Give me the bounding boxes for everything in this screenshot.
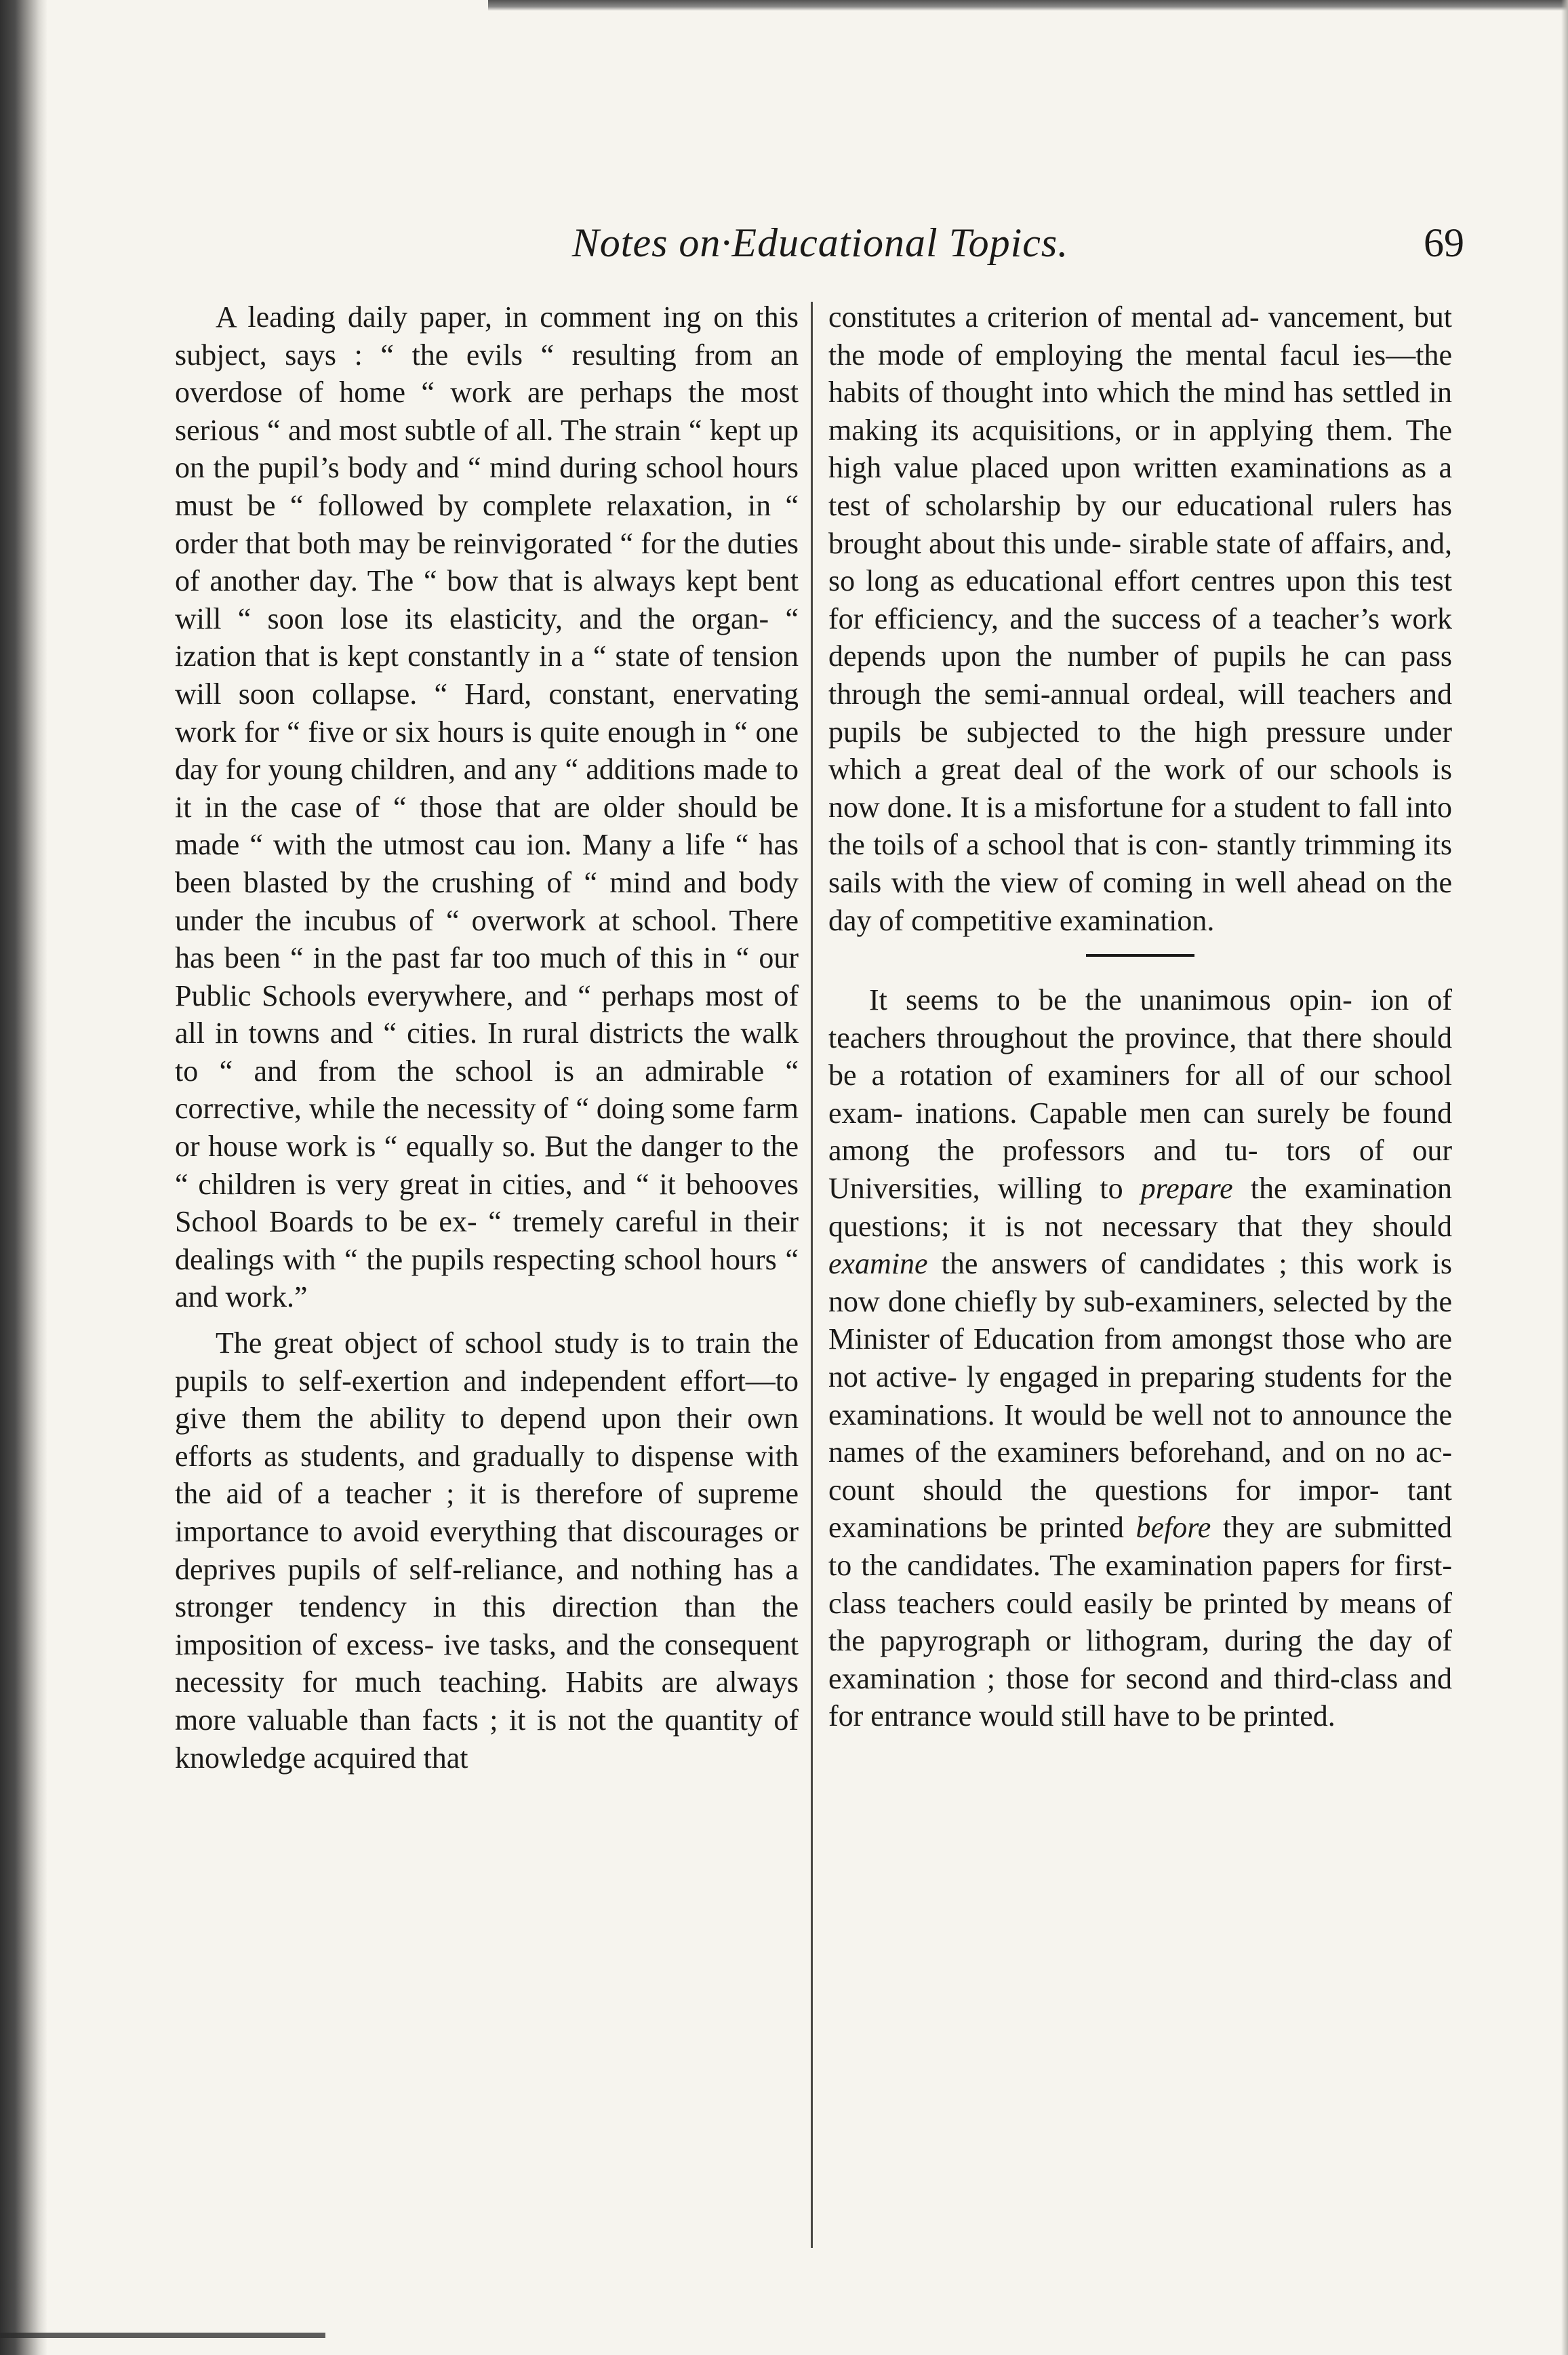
- scan-shadow-left: [0, 0, 47, 2355]
- emphasis-before: before: [1135, 1511, 1211, 1545]
- scan-shadow-right: [1561, 0, 1568, 2355]
- running-title: Notes on·Educational Topics.: [571, 220, 1069, 265]
- paragraph-newspaper-quote: A leading daily paper, in comment ing on this subject, says : “ the evils “ resulting from an overdose of home “ work are perhaps the most serious “ and most subtle of all. The strain “ kept up on the pupil’s body and “ mind during school hours must be “ followed by complete relaxation, in “ order that both may be reinvigorated “ for the duties of another day. The “ bow that is always kept bent will “ soon lose its elasticity, and the organ- “ ization that is kept constantly in a “ state of tension will soon collapse. “ Hard, constant, enervating work for “ five or six hours is quite enough in “ one day for young children, and any “ additions made to it in the case of “ those that are older should be made “ with the utmost cau ion. Many a life “ has been blasted by the crushing of “ mind and body under the incubus of “ overwork at school. There has been “ in the past far too much of this in “ our Public Schools everywhere, and “ perhaps most of all in towns and “ cities. In rural districts the walk to “ and from the school is an admirable “ corrective, while the necessity of “ doing some farm or house work is “ equally so. But the danger to the “ children is very great in cities, and “ it behooves School Boards to be ex- “ tremely careful in their dealings with “ the pupils respecting school hours “ and work.”: [175, 300, 799, 1314]
- right-column: [828, 298, 1452, 1735]
- emphasis-examine: examine: [828, 1247, 928, 1281]
- paragraph-rotation-of-examiners: [828, 981, 1452, 1735]
- emphasis-prepare: prepare: [1140, 1172, 1233, 1206]
- column-divider: [811, 302, 813, 2248]
- text-run: they are submitted to the candidates. The examination papers for first-class teachers could easily be printed by means of the papyrograph or lithogram, during the day of examination ; those for second and third-class and for entrance would still have to be printed.: [828, 1511, 1453, 1733]
- scan-shadow-top: [488, 0, 1568, 11]
- text-run: the answers of candidates ; this work is now done chiefly by sub-examiners, selected by the Minister of Education from amongst those who are not active- ly engaged in preparing students for the examinations. It would be well not to announce the names of the examiners beforehand, and on no ac- count should the questions for impor- tant examinations be printed: [828, 1247, 1452, 1545]
- paragraph-continuation: constitutes a criterion of mental ad- vancement, but the mode of employing the mental facul ies—the habits of thought into which the mind has settled in making its acquisitions, or in applying them. The high value placed upon written examinations as a test of scholarship by our educational rulers has brought about this unde- sirable state of affairs, and, so long as educational effort centres upon this test for efficiency, and the success of a teacher’s work depends upon the number of pupils he can pass through the semi-annual ordeal, will teachers and pupils be subjected to the high pressure under which a great deal of the work of our schools is now done. It is a misfortune for a student to fall into the toils of a school that is con- stantly trimming its sails with the view of coming in well ahead on the day of competitive examination.: [828, 300, 1452, 937]
- left-column: [175, 298, 799, 1777]
- running-head: [176, 216, 1464, 270]
- scan-shadow-bottom: [0, 2333, 325, 2338]
- paragraph-object-of-study: The great object of school study is to train the pupils to self-exertion and independent effort—to give them the ability to depend upon their own efforts as students, and gradually to dispense with the aid of a teacher ; it is therefore of supreme importance to avoid everything that discourages or deprives pupils of self-reliance, and nothing has a stronger tendency in this direction than the imposition of excess- ive tasks, and the consequent necessity for much teaching. Habits are always more valuable than facts ; it is not the quantity of knowledge acquired that: [175, 1326, 799, 1775]
- paragraph-gap: [175, 1316, 799, 1324]
- page-number: 69: [1424, 220, 1464, 265]
- section-divider: [1086, 954, 1194, 957]
- text-run: the examination questions; it is not necessary that they should: [828, 1172, 1453, 1243]
- text-run: It seems to be the unanimous opin- ion of teachers throughout the province, that there should be a rotation of examiners for all of our school exam- inations. Capable men can surely be found among the professors and tu- tors of our Universities, willing to: [828, 983, 1452, 1206]
